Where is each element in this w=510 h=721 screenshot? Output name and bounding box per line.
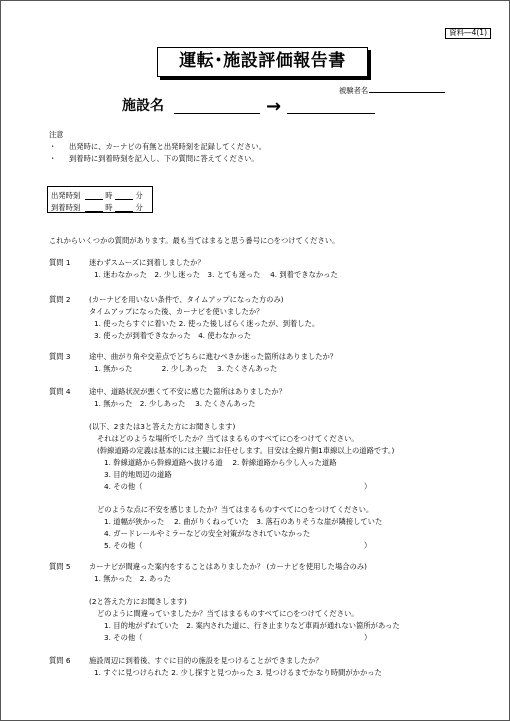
minute-label: 分 — [135, 202, 143, 212]
facility-to-blank[interactable] — [287, 101, 375, 114]
facility-label: 施設名 — [122, 98, 164, 114]
hour-label: 時 — [105, 202, 113, 212]
question-4-label: 質問 4 — [49, 387, 71, 396]
question-4-sub1: それはどのような場所でしたか？当てはまるものすべてに○をつけてください。 — [97, 434, 359, 443]
question-4-follow: (以下、2または3と答えた方にお聞きします) — [89, 422, 236, 431]
facility-row — [122, 96, 375, 118]
question-2-options-2[interactable]: 3. 使ったが到着できなかった 4. 使わなかった — [94, 331, 252, 340]
question-4-sub1-note: (幹線道路の定義は基本的には主観にお任せします。目安は全線片側1車線以上の道路です。) — [97, 446, 395, 455]
question-5-sub: どのように間違っていましたか？当てはまるものすべてに○をつけてください。 — [97, 609, 359, 618]
title-text: 運転･施設評価報告書 — [179, 51, 346, 72]
question-4-sub2: どのような点に不安を感じましたか？当てはまるものすべてに○をつけてください。 — [97, 505, 374, 514]
question-3-label: 質問 3 — [49, 352, 71, 361]
question-2-label: 質問 2 — [49, 295, 71, 304]
question-2-options-1[interactable]: 1. 使ったらすぐに着いた 2. 使った後しばらく迷ったが、到着した。 — [94, 319, 320, 328]
question-3-options[interactable]: 1. 無かった 2. 少しあった 3. たくさんあった — [94, 364, 278, 373]
question-4-options[interactable]: 1. 無かった 2. 少しあった 3. たくさんあった — [94, 399, 256, 408]
question-5-follow: (2と答えた方にお聞きします) — [89, 597, 187, 606]
question-6-label: 質問 6 — [49, 656, 71, 665]
close-paren: ） — [364, 633, 372, 642]
departure-hour-blank[interactable] — [85, 191, 103, 200]
question-2-text2: タイムアップになった後、カーナビを使いましたか？ — [89, 307, 264, 316]
arrival-label: 到着時刻 — [51, 202, 81, 212]
question-5-option-2[interactable]: 3. その他（ — [104, 633, 143, 642]
question-5-options[interactable]: 1. 無かった 2. あった — [94, 574, 171, 583]
note-text: 出発時に、カーナビの有無と出発時刻を記録してください。 — [69, 142, 267, 151]
bullet-icon: ・ — [49, 142, 57, 151]
arrow-icon: → — [266, 96, 282, 118]
arrival-minute-blank[interactable] — [115, 203, 133, 212]
question-1-text: 迷わずスムーズに到着しましたか？ — [89, 258, 205, 267]
intro-text: これからいくつかの質問があります。最も当てはまると思う番号に○をつけてください。 — [49, 236, 340, 245]
question-4-sub1-option-3[interactable]: 4. その他（ — [104, 482, 143, 491]
hour-label: 時 — [105, 190, 113, 200]
arrival-time-row — [51, 201, 149, 212]
document-id: 資料―4(1) — [445, 28, 491, 39]
departure-time-row — [51, 189, 149, 200]
question-5-text: カーナビが間違った案内をすることはありましたか？ (カーナビを使用した場合のみ) — [89, 562, 367, 571]
close-paren: ） — [364, 541, 372, 550]
departure-minute-blank[interactable] — [115, 191, 133, 200]
examinee-blank[interactable] — [369, 92, 445, 93]
examinee-name-field[interactable] — [339, 87, 445, 95]
time-record-box — [47, 186, 153, 213]
question-4-sub1-option-2[interactable]: 3. 目的地周辺の道路 — [104, 470, 172, 479]
question-3-text: 途中、曲がり角や交差点でどちらに進むべきか迷った箇所はありましたか？ — [89, 352, 338, 361]
notes-title: 注意 — [49, 130, 64, 139]
question-4-text: 途中、道路状況が悪くて不安に感じた箇所はありましたか？ — [89, 387, 287, 396]
departure-label: 出発時刻 — [51, 190, 81, 200]
question-1-label: 質問 1 — [49, 258, 71, 267]
note-item — [49, 143, 266, 151]
question-6-options[interactable]: 1. すぐに見つけられた 2. 少し探すと見つかった 3. 見つけるまでかなり時間がかかった — [94, 668, 382, 677]
note-item — [49, 155, 259, 163]
close-paren: ） — [364, 482, 372, 491]
question-4-sub1-option-1[interactable]: 1. 幹線道路から幹線道路へ抜ける道 2. 幹線道路から少し入った道路 — [104, 458, 337, 467]
facility-from-blank[interactable] — [174, 101, 260, 114]
note-text: 到着時に到着時刻を記入し、下の質問に答えてください。 — [69, 154, 259, 163]
minute-label: 分 — [135, 190, 143, 200]
page-title — [157, 47, 368, 77]
arrival-hour-blank[interactable] — [85, 203, 103, 212]
bullet-icon: ・ — [49, 154, 57, 163]
question-6-text: 施設周辺に到着後、すぐに目的の施設を見つけることができましたか？ — [89, 656, 323, 665]
examinee-label: 被験者名 — [339, 86, 369, 95]
question-4-sub2-option-1[interactable]: 1. 道幅が狭かった 2. 曲がりくねっていた 3. 落石のありそうな崖が隣接していた — [104, 517, 383, 526]
question-5-label: 質問 5 — [49, 562, 71, 571]
question-1-options[interactable]: 1. 迷わなかった 2. 少し迷った 3. とても迷った 4. 到着できなかった — [94, 270, 338, 279]
question-4-sub2-option-3[interactable]: 5. その他（ — [104, 541, 143, 550]
question-5-option-1[interactable]: 1. 目的地がずれていた 2. 案内された道に、行き止まりなど車両が通れない箇所があった — [104, 621, 400, 630]
question-2-text: (カーナビを用いない条件で、タイムアップになった方のみ) — [89, 295, 284, 304]
question-4-sub2-option-2[interactable]: 4. ガードレールやミラーなどの安全対策がなされていなかった — [104, 529, 311, 538]
